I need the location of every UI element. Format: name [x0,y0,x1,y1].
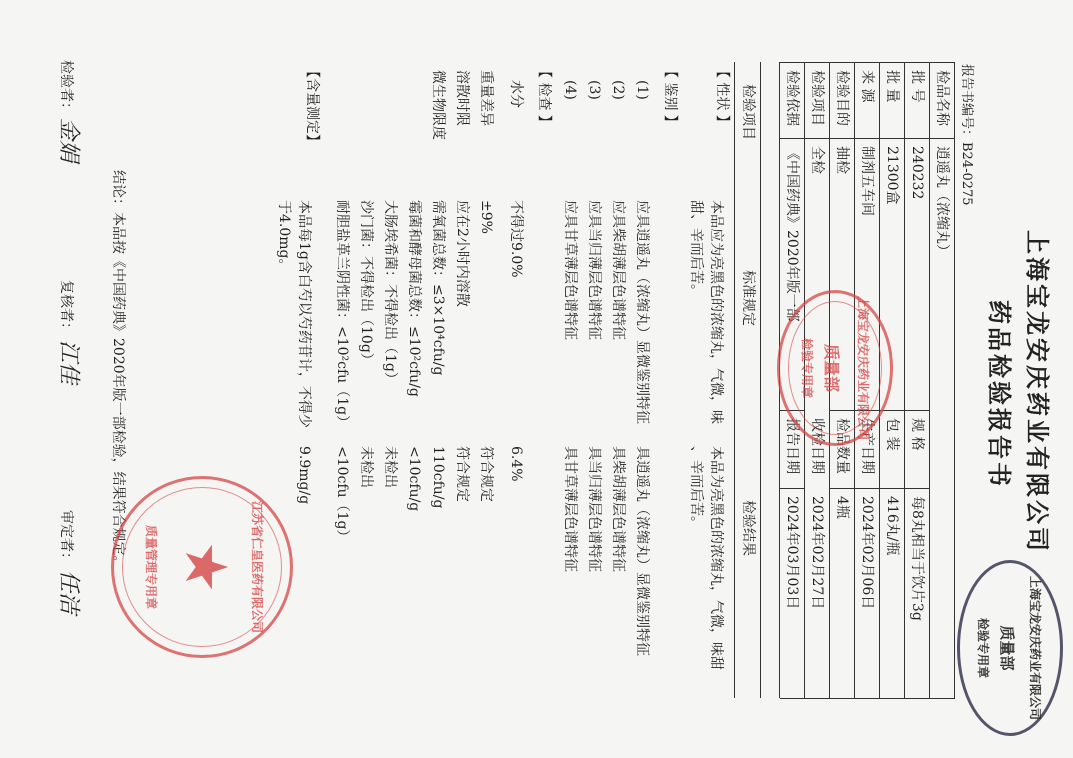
package-value: 416丸/瓶 [884,496,900,556]
source-value: 制剂五车间 [859,146,875,216]
identify-3-label: (3) [586,80,602,100]
identify-1-label: (1) [634,80,650,100]
info-table-border [830,488,930,489]
sample-quantity-label: 检品数量 [834,418,850,474]
assay-result: 9.9mg/g [296,446,312,505]
ecoli-standard: 大肠埃希菌：不得检出（1g） [382,200,398,386]
section-check: 【 检查 】 [536,64,552,129]
aerobic-result: 110cfu/g [430,446,446,509]
identify-1-result: 具逍遥丸（浓缩丸）显微鉴别特征 [634,446,650,656]
results-table-border [734,62,735,698]
identify-4-standard: 应具甘草薄层色谱特征 [562,200,578,340]
water-standard: 不得过9.0% [508,200,524,278]
quality-dept-red-seal: 上海宝龙安庆药业有限公司 质量部 检验专用章 [777,290,893,446]
round-red-seal: 江苏省仁皇医药有限公司 ★ 质量管理专用章 [111,476,293,658]
water-label: 水分 [508,80,524,108]
identify-3-standard: 应具当归薄层色谱特征 [586,200,602,340]
section-identify: 【 鉴别 】 [662,64,678,129]
identify-4-result: 具甘草薄层色谱特征 [562,446,578,572]
report-date-label: 报告日期 [784,418,800,474]
aerobic-standard: 需氧菌总数：≤3×10⁴cfu/g [430,200,446,376]
report-date-value: 2024年03月03日 [784,496,800,610]
name-value: 逍遥丸（浓缩丸） [934,146,950,258]
mold-result: <10cfu/g [406,446,422,512]
weight-label: 重量差异 [478,70,494,126]
conclusion: 结论：本品按《中国药典》2020年版一部检验，结果符合规定。 [110,170,126,570]
traits-standard: 本品应为亮黑色的浓缩丸，气微，味 [708,200,724,424]
info-table-border [780,488,805,489]
weight-result: 符合规定 [478,446,494,502]
spec-label: 规 格 [909,418,925,451]
dissolve-label: 溶散时限 [454,70,470,126]
reviewer-label: 复核者： [58,280,74,336]
approver-signature: 任洁 [56,570,81,615]
info-table-border [805,138,955,139]
weight-standard: ±9% [478,200,494,234]
inspector-signature: 金娟 [56,118,81,163]
quantity-label: 批 量 [884,70,900,103]
report-number: 报告书编号：B24-0275 [959,64,974,206]
basis-label: 检验依据 [784,70,800,126]
column-header-result: 检验结果 [740,500,756,556]
assay-standard: 于4.0mg。 [276,200,292,273]
company-name: 上海宝龙安庆药业有限公司 [1023,230,1052,554]
identify-3-result: 具当归薄层色谱特征 [586,446,602,572]
receive-date-value: 2024年02月27日 [809,496,825,610]
info-table-border [929,62,930,698]
info-table-border [780,62,805,63]
salmonella-result: 未检出 [358,446,374,488]
package-label: 包 装 [884,418,900,451]
item-label: 检验项目 [809,70,825,126]
sample-quantity-value: 4瓶 [834,496,850,519]
identify-4-label: (4) [562,80,578,100]
assay-standard: 本品每1g含白芍以芍药苷计，不得少 [296,200,312,428]
purpose-value: 抽检 [834,146,850,174]
basis-value: 《中国药典》2020年版一部 [784,146,800,322]
info-table-border [805,62,955,63]
batch-value: 240232 [909,146,925,200]
star-icon: ★ [175,543,236,591]
inspector-label: 检验者： [58,60,74,116]
mold-standard: 霉菌和酵母菌总数：≤10²cfu/g [406,200,422,397]
batch-label: 批 号 [909,70,925,103]
bile-result: <10cfu（1g） [334,446,350,544]
microbe-label: 微生物限度 [430,70,446,140]
identify-2-result: 具柴胡薄层色谱特征 [610,446,626,572]
salmonella-standard: 沙门菌：不得检出（10g） [358,200,374,367]
spec-value: 每8丸相当于饮片3g [909,496,925,621]
info-table-border [904,62,905,698]
traits-result: 本品为亮黑色的浓缩丸，气微，味甜 [708,446,724,670]
info-table-border [954,62,955,698]
item-value: 全检 [809,146,825,174]
dissolve-standard: 应在2小时内溶散 [454,200,470,307]
reviewer-signature: 江佳 [56,340,81,385]
approver-label: 审定者： [58,510,74,566]
identify-1-standard: 应具逍遥丸（浓缩丸）显微鉴别特征 [634,200,650,424]
receive-date-label: 收检日期 [809,418,825,474]
purpose-label: 检验目的 [834,70,850,126]
info-table-border [780,698,805,699]
info-table-border [780,138,805,139]
qc-inspection-seal: 上海宝龙安庆药业有限公司 质量部 检验专用章 [957,560,1063,736]
info-table-border [805,698,955,699]
name-label: 检品名称 [934,70,950,126]
bile-standard: 耐胆盐革兰阴性菌：<10²cfu（1g） [334,200,350,430]
identify-2-label: (2) [610,80,626,100]
section-assay: 【含量测定】 [304,64,320,148]
production-date-label: 生产日期 [859,418,875,474]
document-title: 药品检验报告书 [985,300,1014,489]
identify-2-standard: 应具柴胡薄层色谱特征 [610,200,626,340]
column-header-item: 检验项目 [740,84,756,140]
traits-standard: 甜、辛而后苦。 [688,200,704,298]
traits-result: 、辛而后苦。 [688,446,704,530]
results-table-border [760,62,761,698]
section-traits: 【 性状 】 [714,64,730,129]
dissolve-result: 符合规定 [454,446,470,502]
water-result: 6.4% [508,446,524,482]
production-date-value: 2024年02月06日 [859,496,875,610]
ecoli-result: 未检出 [382,446,398,488]
source-label: 来 源 [859,70,875,103]
column-header-standard: 标准规定 [740,270,756,326]
quantity-value: 21300盒 [884,146,900,205]
